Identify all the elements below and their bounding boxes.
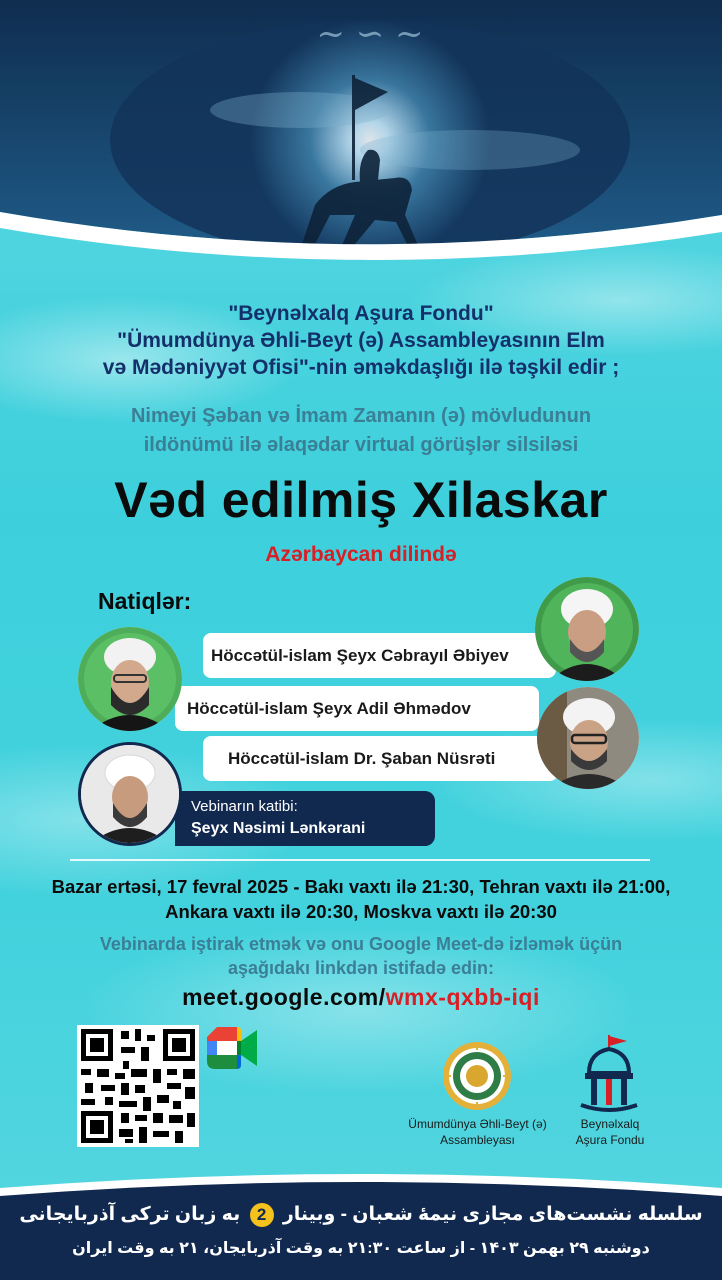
- webinar-number-badge: 2: [250, 1203, 274, 1227]
- ashura-fund-logo: [575, 1033, 643, 1113]
- secretary-label: Vebinarın katibi:: [191, 798, 298, 815]
- assembly-caption-line-2: Assambleyası: [440, 1133, 515, 1147]
- speaker-3-avatar: [537, 687, 639, 789]
- speaker-1-avatar: [535, 577, 639, 681]
- speaker-1-name: Höccətül-islam Şeyx Cəbrayıl Əbiyev: [211, 645, 509, 665]
- organizer-line-2: "Ümumdünya Əhli-Beyt (ə) Assambleyasının Elm: [117, 329, 605, 352]
- speaker-1-pill: [203, 633, 556, 678]
- language-label: Azərbaycan dilində: [265, 543, 457, 566]
- svg-text:~ ∽ ~: ~ ∽ ~: [316, 14, 424, 54]
- assembly-caption-line-1: Ümumdünya Əhli-Beyt (ə): [408, 1117, 547, 1131]
- fund-caption-line-2: Aşura Fondu: [575, 1133, 645, 1147]
- organizer-line-1: "Beynəlxalq Aşura Fondu": [228, 302, 494, 325]
- meet-link-base[interactable]: meet.google.com/: [182, 984, 386, 1010]
- speakers-heading: Natiqlər:: [98, 588, 192, 614]
- subtitle-line-1: Nimeyi Şəban və İmam Zamanın (ə) mövludunun: [130, 405, 592, 427]
- schedule-line-2: Ankara vaxtı ilə 20:30, Moskva vaxtı ilə 20:30: [165, 901, 557, 922]
- subtitle-line-2: ildönümü ilə əlaqədar virtual görüşlər silsiləsi: [143, 434, 579, 456]
- ahlulbayt-assembly-logo: [441, 1040, 513, 1112]
- secretary-box: [175, 791, 435, 846]
- speaker-2-name: Höccətül-islam Şeyx Adil Əhmədov: [187, 698, 471, 718]
- secretary-name: Şeyx Nəsimi Lənkərani: [191, 820, 366, 837]
- google-meet-icon[interactable]: [207, 1027, 257, 1069]
- farsi-series-text-b: به زبان ترکی آذربایجانی: [19, 1204, 241, 1226]
- speaker-3-name: Höccətül-islam Dr. Şaban Nüsrəti: [228, 748, 496, 768]
- organizer-line-3: və Mədəniyyət Ofisi"-nin əməkdaşlığı ilə təşkil edir ;: [102, 356, 620, 379]
- schedule-line-1: Bazar ertəsi, 17 fevral 2025 - Bakı vaxtı ilə 21:30, Tehran vaxtı ilə 21:00,: [51, 876, 671, 897]
- invite-line-2: aşağıdakı linkdən istifadə edin:: [227, 958, 495, 978]
- assembly-logo-caption: [395, 1116, 560, 1148]
- meet-link-code[interactable]: wmx-qxbb-iqi: [385, 984, 540, 1010]
- farsi-date-line: دوشنبه ۲۹ بهمن ۱۴۰۳ - از ساعت ۲۱:۳۰ به وقت آذربایجان، ۲۱ به وقت ایران: [72, 1240, 650, 1257]
- fund-caption-line-1: Beynəlxalq: [580, 1117, 640, 1131]
- section-divider: [70, 859, 650, 861]
- fund-logo-caption: [560, 1116, 660, 1148]
- farsi-series-line: [0, 1203, 722, 1227]
- invite-line-1: Vebinarda iştirak etmək və onu Google Meet-də izləmək üçün: [99, 934, 623, 954]
- secretary-avatar: [78, 742, 182, 846]
- speaker-3-pill: [203, 736, 558, 781]
- meet-link[interactable]: [0, 984, 722, 1011]
- top-banner: [0, 0, 722, 270]
- speaker-2-pill: [175, 686, 539, 731]
- speaker-2-avatar: [78, 627, 182, 731]
- qr-code-icon[interactable]: [77, 1025, 199, 1147]
- farsi-series-text-a: سلسله نشست‌های مجازی نیمهٔ شعبان - وبینار: [282, 1204, 703, 1226]
- event-title: Vəd edilmiş Xilaskar: [114, 472, 608, 528]
